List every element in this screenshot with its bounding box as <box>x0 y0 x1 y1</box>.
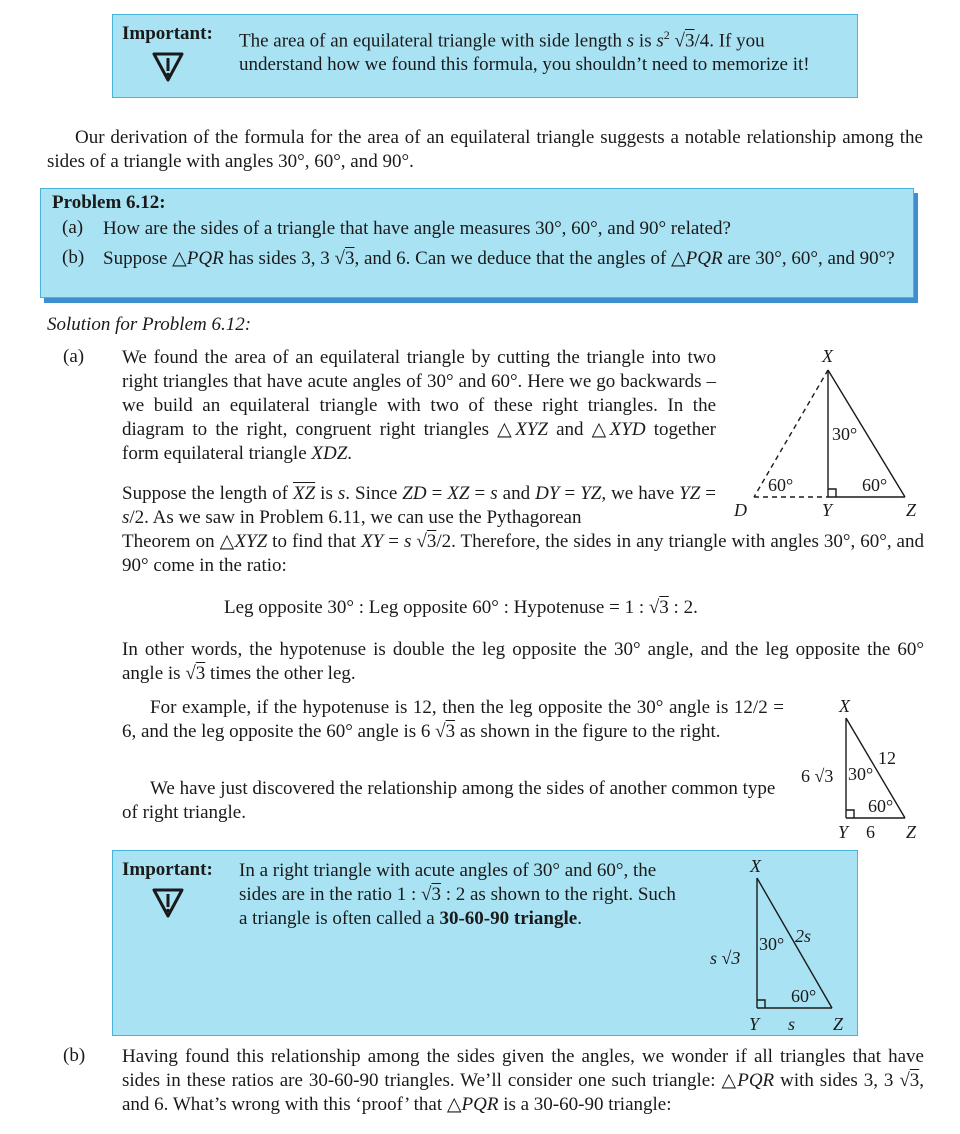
solution-b-marker: (b) <box>63 1045 86 1066</box>
math-variable: YZ <box>679 483 701 504</box>
label-x: X <box>822 346 833 366</box>
important-box <box>112 14 858 98</box>
important-label: Important: <box>122 23 213 44</box>
radicand: 3 <box>659 597 669 618</box>
math-variable: s <box>626 30 635 52</box>
important-box-2 <box>112 850 858 1036</box>
radicand: 3 <box>431 884 441 905</box>
long-leg-label: s √3 <box>710 948 741 968</box>
radicand: 3 <box>445 721 456 742</box>
solution-a-paragraph-2: Suppose the length of $\overline{XZ}$ is s. Since ZD = XZ = s and DY = YZ, we have YZ = s/2. As we saw in Problem 6.11, we can use the Pythagorean <box>122 483 717 528</box>
solution-b-paragraph: Having found this relationship among the sides given the angles, we wonder if all triangles that have sides in these ratios are 30-60-90 triangles. We’ll consider one such triangle: △PQR with sides 3, 3 √3, and 6. What’s wrong with this ‘proof’ that △PQR is a 30-60-90 triangle: <box>122 1046 924 1115</box>
solution-a-paragraph-5: We have just discovered the relationship among the sides of another common type of right triangle. <box>122 778 776 823</box>
math-variable: PQR <box>186 248 224 269</box>
math-variable: PQR <box>685 248 723 269</box>
segment-name: $\overline{XZ}$ <box>292 483 316 504</box>
math-variable: s <box>337 483 346 504</box>
label-y: Y <box>749 1014 760 1034</box>
short-leg-label: s <box>788 1014 796 1034</box>
angle-60: 60° <box>868 796 894 816</box>
bold-term: 30-60-90 triangle <box>439 908 578 929</box>
label-x: X <box>839 696 850 716</box>
label-y: Y <box>822 500 833 520</box>
problem-title: Problem 6.12: <box>52 192 166 213</box>
intro-paragraph: Our derivation of the formula for the area of an equilateral triangle suggests a notable relationship among the sides of a triangle with angles 30°, 60°, and 90°. <box>47 127 923 172</box>
solution-a-paragraph-2-cont: Theorem on △XYZ to find that XY = s √3/2. Therefore, the sides in any triangle with angles 30°, 60°, and 90° come in the ratio: <box>122 531 924 576</box>
radicand: 3 <box>195 663 206 684</box>
important-text: The area of an equilateral triangle with side length s is $s^2$ √3/4. If you understand how we found this formula, you shouldn’t need to memorize it! <box>239 28 810 76</box>
angle-30: 30° <box>759 934 785 954</box>
math-variable: XY <box>361 531 384 552</box>
math-variable: YZ <box>580 483 602 504</box>
math-variable: s <box>122 507 130 528</box>
exponent: 2 <box>663 28 670 42</box>
equilateral-diagram <box>754 370 905 497</box>
label-z: Z <box>906 822 917 842</box>
long-leg-label: 6 √3 <box>801 766 834 786</box>
math-variable: s <box>490 483 498 504</box>
radicand: 3 <box>426 531 437 552</box>
math-variable: s <box>656 30 664 52</box>
angle-60: 60° <box>791 986 817 1006</box>
radicand: 3 <box>684 30 695 52</box>
hypotenuse-label: 2s <box>795 926 812 946</box>
solution-a-paragraph-3: In other words, the hypotenuse is double the leg opposite the 30° angle, and the leg opposite the 60° angle is √3 times the other leg. <box>122 639 924 684</box>
math-variable: ZD <box>402 483 427 504</box>
solution-a-paragraph-4: For example, if the hypotenuse is 12, then the leg opposite the 30° angle is 12/2 = 6, and the leg opposite the 60° angle is 6 √3 as shown in the figure to the right. <box>122 697 784 742</box>
solution-a-paragraph-1: We found the area of an equilateral triangle by cutting the triangle into two right triangles that have acute angles of 30° and 60°. Here we go backwards – we build an equilateral triangle with two of these right triangles. In the diagram to the right, congruent right triangles △XYZ and △XYD together form equilateral triangle XDZ. <box>122 347 716 464</box>
short-leg-label: 6 <box>866 822 875 842</box>
math-variable: PQR <box>461 1094 499 1115</box>
warning-icon <box>151 49 185 83</box>
radicand: 3 <box>909 1070 920 1091</box>
solution-a-marker: (a) <box>63 346 85 367</box>
warning-icon <box>151 885 185 919</box>
important-text: In a right triangle with acute angles of 30° and 60°, the sides are in the ratio 1 : √3 : 2 as shown to the right. Such a triangle is often called a 30-60-90 triangle. <box>239 860 676 929</box>
math-variable: XYZ <box>234 531 268 552</box>
angle-60-left: 60° <box>768 475 794 495</box>
solution-heading: Solution for Problem 6.12: <box>47 314 252 335</box>
example-triangle <box>846 718 905 818</box>
important-label: Important: <box>122 859 213 880</box>
math-variable: s <box>403 531 412 552</box>
ratio-equation: Leg opposite 30° : Leg opposite 60° : Hypotenuse = 1 : √3 : 2. <box>224 597 698 618</box>
angle-30: 30° <box>848 764 874 784</box>
problem-b-marker: (b) <box>62 247 85 268</box>
math-variable: XZ <box>447 483 470 504</box>
radicand: 3 <box>344 248 355 269</box>
label-z: Z <box>833 1014 844 1034</box>
math-variable: XYD <box>609 419 646 440</box>
math-variable: DY <box>535 483 560 504</box>
angle-60-right: 60° <box>862 475 888 495</box>
angle-30: 30° <box>832 424 858 444</box>
problem-box <box>40 188 914 298</box>
problem-a-text: How are the sides of a triangle that have angle measures 30°, 60°, and 90° related? <box>103 218 731 239</box>
label-y: Y <box>838 822 849 842</box>
math-variable: XYZ <box>515 419 548 440</box>
problem-b-text: Suppose △PQR has sides 3, 3 √3, and 6. Can we deduce that the angles of △PQR are 30°, 60°, and 90°? <box>103 248 895 269</box>
math-variable: XDZ <box>311 443 348 464</box>
math-variable: PQR <box>737 1070 775 1091</box>
problem-a-marker: (a) <box>62 217 84 238</box>
label-x: X <box>750 856 761 876</box>
label-z: Z <box>906 500 917 520</box>
hypotenuse-label: 12 <box>878 748 896 768</box>
label-d: D <box>734 500 747 520</box>
